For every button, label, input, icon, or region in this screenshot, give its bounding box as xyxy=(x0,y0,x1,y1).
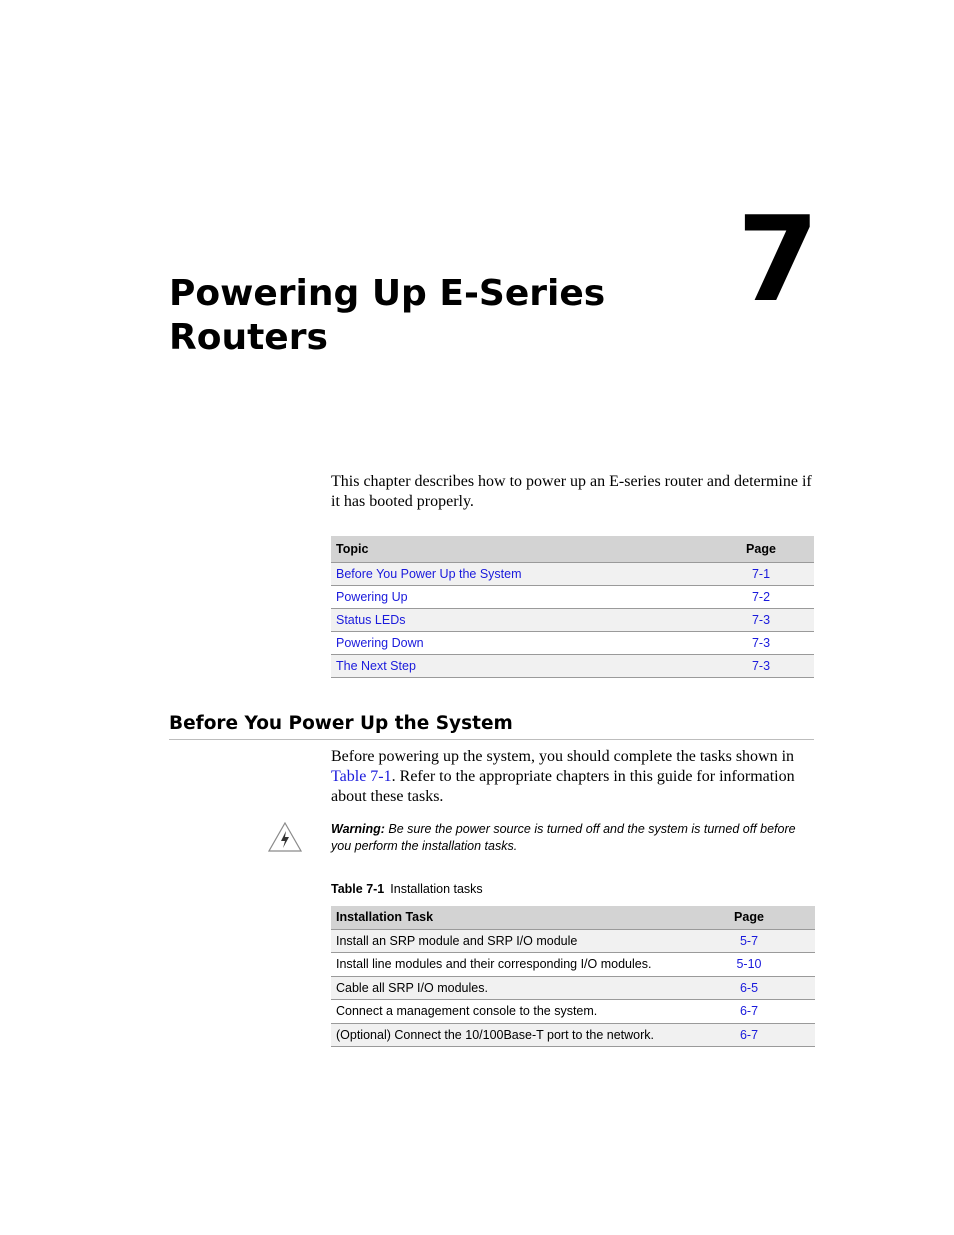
topic-link[interactable]: Status LEDs xyxy=(336,613,406,627)
table-row xyxy=(331,586,814,609)
table-row xyxy=(331,563,814,586)
warning-label: Warning: xyxy=(331,822,385,836)
table-row xyxy=(331,609,814,632)
topic-link[interactable]: Before You Power Up the System xyxy=(336,567,522,581)
table-row xyxy=(331,632,814,655)
table-header-row xyxy=(331,906,815,929)
warning-note xyxy=(331,821,811,855)
topic-column-header: Topic xyxy=(331,536,708,563)
page-link[interactable]: 5-10 xyxy=(736,957,762,972)
page-link[interactable]: 7-3 xyxy=(751,613,771,627)
page-link[interactable]: 7-3 xyxy=(751,636,771,650)
table-row xyxy=(331,1023,815,1047)
chapter-title xyxy=(169,272,689,360)
intro-paragraph: This chapter describes how to power up an E-series router and determine if it has booted properly. xyxy=(331,473,812,510)
task-cell: Connect a management console to the system. xyxy=(331,1000,683,1024)
page-link[interactable]: 7-2 xyxy=(751,590,771,604)
page-link[interactable]: 5-7 xyxy=(739,933,759,948)
chapter-title-line1: Powering Up E-Series xyxy=(169,273,606,314)
table-caption-text: Installation tasks xyxy=(390,882,483,896)
chapter-number: 7 xyxy=(736,190,820,328)
topic-link[interactable]: Powering Up xyxy=(336,590,408,604)
table-caption xyxy=(331,882,483,896)
page-link[interactable]: 7-3 xyxy=(751,659,771,673)
page-link[interactable]: 6-7 xyxy=(739,1004,759,1019)
table-header-row xyxy=(331,536,814,563)
table-row xyxy=(331,1000,815,1024)
warning-icon xyxy=(268,822,302,852)
page-column-header: Page xyxy=(708,536,814,563)
task-cell: Install an SRP module and SRP I/O module xyxy=(331,929,683,953)
chapter-title-line2: Routers xyxy=(169,317,328,358)
page-link[interactable]: 6-5 xyxy=(739,980,759,995)
table-row xyxy=(331,655,814,678)
section-heading: Before You Power Up the System xyxy=(169,712,814,740)
table-row xyxy=(331,929,815,953)
task-cell: Cable all SRP I/O modules. xyxy=(331,976,683,1000)
task-column-header: Installation Task xyxy=(331,906,683,929)
para-text-after: . Refer to the appropriate chapters in this guide for information about these tasks. xyxy=(331,768,795,805)
topic-link[interactable]: The Next Step xyxy=(336,659,416,673)
section-paragraph xyxy=(331,747,815,807)
topic-link[interactable]: Powering Down xyxy=(336,636,424,650)
table-caption-label: Table 7-1 xyxy=(331,882,385,896)
task-cell: Install line modules and their corresponding I/O modules. xyxy=(331,953,683,977)
table-reference-link[interactable]: Table 7-1 xyxy=(331,768,392,785)
page-link[interactable]: 6-7 xyxy=(739,1027,759,1042)
task-cell: (Optional) Connect the 10/100Base-T port to the network. xyxy=(331,1023,683,1047)
installation-tasks-table xyxy=(331,906,815,1047)
warning-text: Be sure the power source is turned off and the system is turned off before you perform the installation tasks. xyxy=(331,822,796,853)
para-text-before: Before powering up the system, you should complete the tasks shown in xyxy=(331,748,795,765)
table-row xyxy=(331,976,815,1000)
topics-table xyxy=(331,536,814,678)
page-column-header: Page xyxy=(683,906,815,929)
page-link[interactable]: 7-1 xyxy=(751,567,771,581)
table-row xyxy=(331,953,815,977)
